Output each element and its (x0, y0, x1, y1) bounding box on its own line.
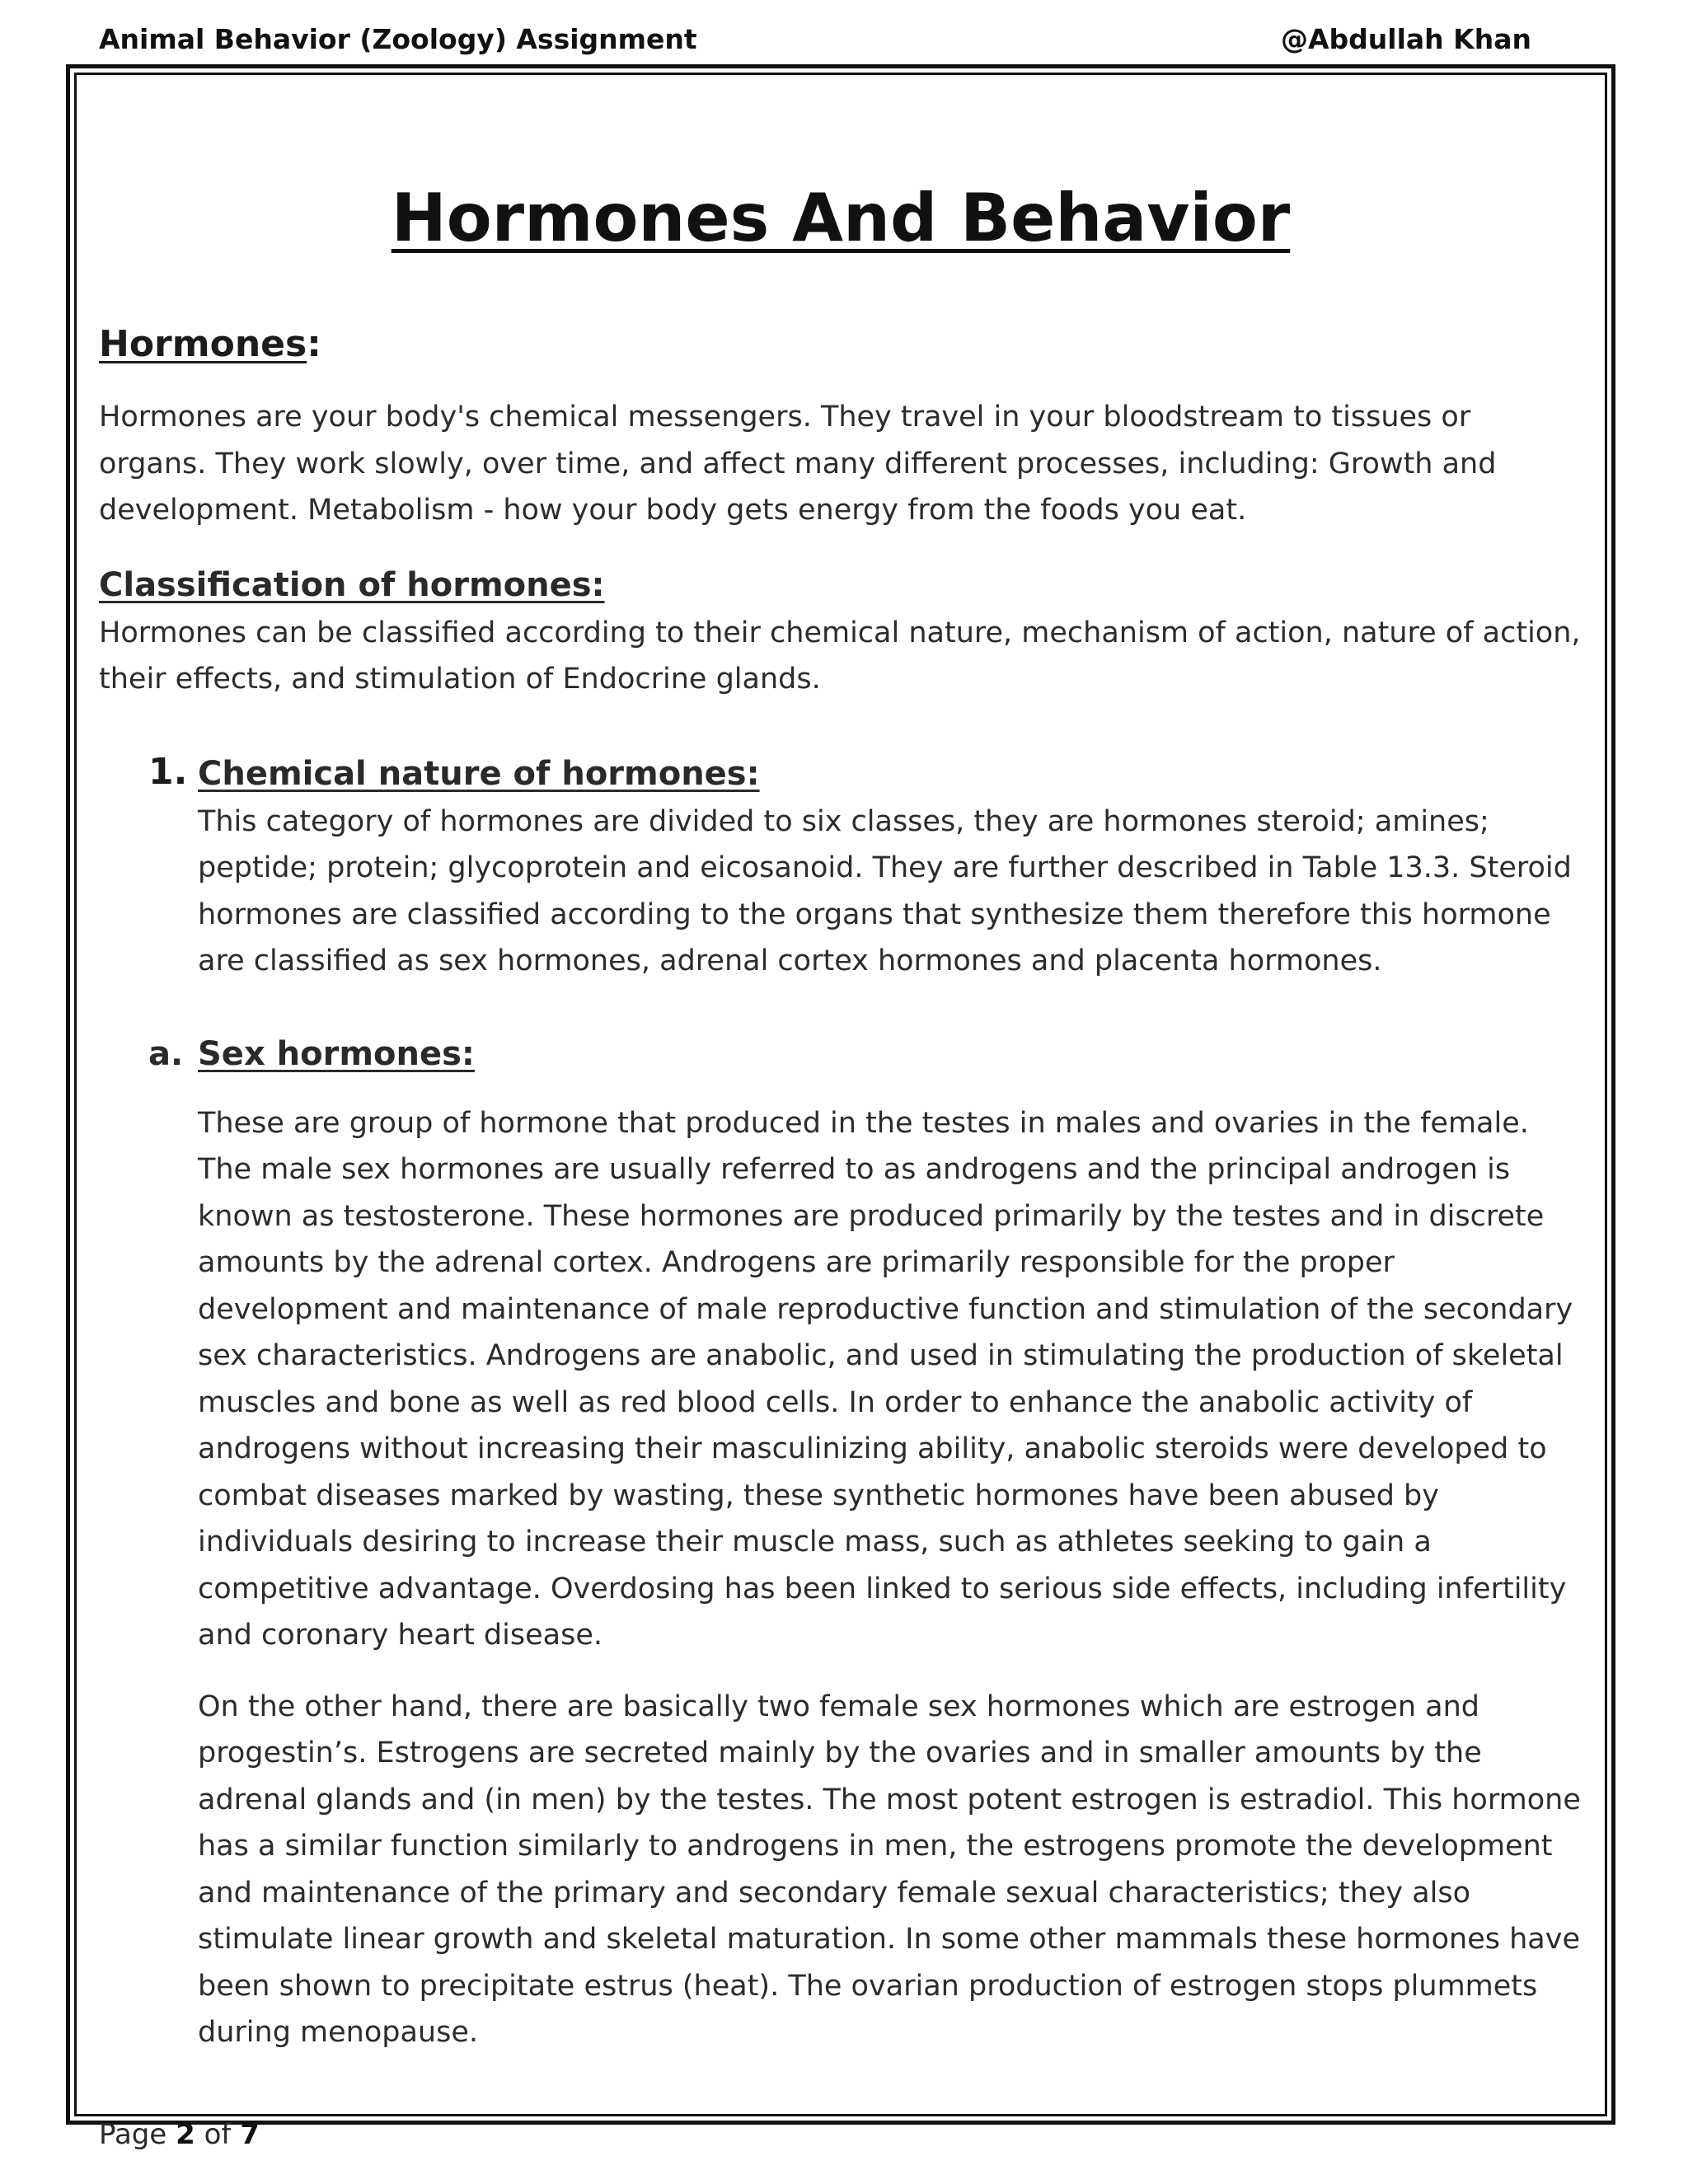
list-item-chemical-nature (99, 751, 1582, 985)
section-heading-hormones (99, 320, 1582, 369)
page-title: Hormones And Behavior (391, 180, 1291, 256)
header-assignment-title: Animal Behavior (Zoology) Assignment (99, 23, 697, 55)
subsection-heading-sex-hormones: Sex hormones: (198, 1034, 475, 1073)
list-number: 1. (148, 750, 188, 793)
of-word: of (204, 2118, 232, 2151)
hormones-paragraph: Hormones are your body's chemical messengers. They travel in your bloodstream to tissues or organs. They work slowly, over time, and affect many different processes, including: Growth and development. Metabolism - how your body gets energy from the foods you eat. (99, 401, 1497, 527)
hormones-heading-colon: : (307, 323, 321, 365)
list-letter: a. (148, 1034, 184, 1073)
total-pages: 7 (240, 2118, 260, 2151)
chemical-nature-paragraph: This category of hormones are divided to six classes, they are hormones steroid; amines; peptide; protein; glycoprotein and eicosanoid. They are further described in Table 13.3. Steroid hormones are classified according to the organs that synthesize them therefore this hormone are classified as sex hormones, adrenal cortex hormones and placenta hormones. (198, 804, 1572, 977)
subsection-heading-chemical-nature: Chemical nature of hormones: (198, 754, 760, 793)
section-heading-classification: Classification of hormones: (99, 565, 605, 604)
sex-hormones-paragraph-male: These are group of hormone that produced in the testes in males and ovaries in the female. The male sex hormones are usually referred to as androgens and the principal androgen is known as testosterone. These hormones are produced primarily by the testes and in discrete amounts by the adrenal cortex. Androgens are primarily responsible for the proper development and maintenance of male reproductive function and stimulation of the secondary sex characteristics. Androgens are anabolic, and used in stimulating the production of skeletal muscles and bone as well as red blood cells. In order to enhance the anabolic activity of androgens without increasing their masculinizing ability, anabolic steroids were developed to combat diseases marked by wasting, these synthetic hormones have been abused by individuals desiring to increase their muscle mass, such as athletes seeking to gain a competitive advantage. Overdosing has been linked to serious side effects, including infertility and coronary heart disease. (198, 1106, 1573, 1652)
hormones-heading-text: Hormones (99, 323, 307, 365)
current-page: 2 (176, 2118, 195, 2151)
header-author: @Abdullah Khan (1281, 23, 1531, 55)
sex-hormones-paragraph-female: On the other hand, there are basically two female sex hormones which are estrogen and progestin’s. Estrogens are secreted mainly by the ovaries and in smaller amounts by the adrenal glands and (in men) by the testes. The most potent estrogen is estradiol. This hormone has a similar function similarly to androgens in men, the estrogens promote the development and maintenance of the primary and secondary female sexual characteristics; they also stimulate linear growth and skeletal maturation. In some other mammals these hormones have been shown to precipitate estrus (heat). The ovarian production of estrogen stops plummets during menopause. (198, 1690, 1581, 2049)
list-item-sex-hormones (99, 1031, 1582, 2056)
page-word: Page (99, 2118, 167, 2151)
page-number (99, 2116, 260, 2153)
document-body (99, 173, 1582, 2056)
classification-paragraph: Hormones can be classified according to their chemical nature, mechanism of action, nature of action, their effects, and stimulation of Endocrine glands. (99, 616, 1581, 696)
